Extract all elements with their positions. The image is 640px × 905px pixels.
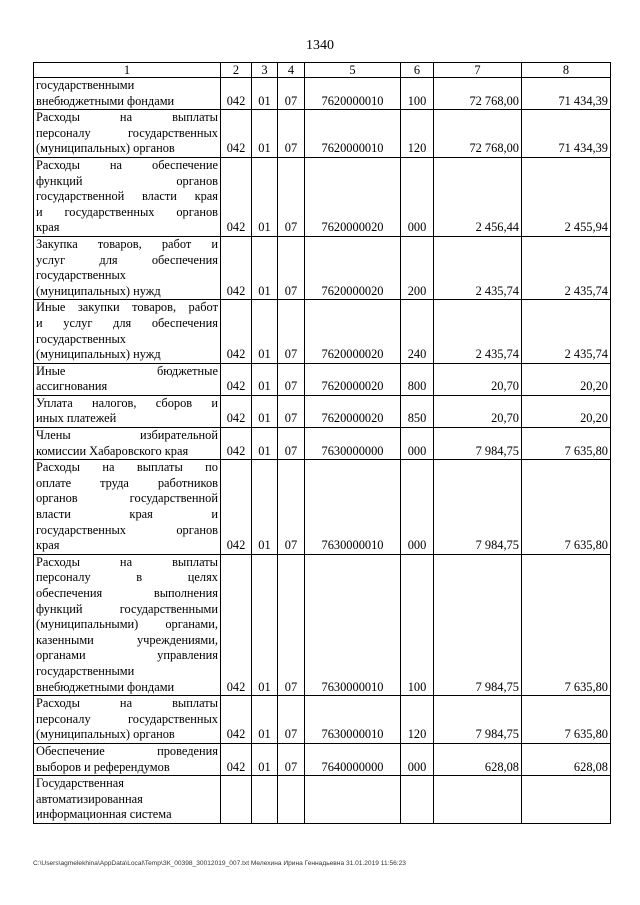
subsection-code <box>278 776 305 824</box>
table-row <box>34 363 611 395</box>
executed-amount <box>522 776 611 824</box>
row-name-line: Государственная <box>36 776 124 791</box>
row-name-line: функций государственными <box>36 601 218 616</box>
target-article-code: 7620000020 <box>305 157 401 236</box>
executed-amount: 7 635,80 <box>522 696 611 744</box>
section-code: 01 <box>252 78 278 110</box>
subsection-code: 07 <box>278 363 305 395</box>
expense-type-code: 000 <box>401 460 434 555</box>
row-name-line: функций органов <box>36 173 218 188</box>
target-article-code: 7630000010 <box>305 554 401 695</box>
row-name <box>34 157 221 236</box>
section-code: 01 <box>252 300 278 363</box>
row-name-line: государственными <box>36 78 135 92</box>
expense-type-code: 000 <box>401 428 434 460</box>
admin-code: 042 <box>221 460 252 555</box>
row-name-line: Уплата налогов, сборов и <box>36 395 218 410</box>
row-name-line: (муниципальных) нужд <box>36 347 161 362</box>
section-code: 01 <box>252 395 278 427</box>
section-code: 01 <box>252 554 278 695</box>
subsection-code: 07 <box>278 110 305 158</box>
executed-amount: 71 434,39 <box>522 110 611 158</box>
expense-type-code: 200 <box>401 236 434 299</box>
row-name <box>34 776 221 824</box>
subsection-code: 07 <box>278 696 305 744</box>
row-name-line: Иные закупки товаров, работ <box>36 300 218 315</box>
col-header-6: 6 <box>401 63 434 78</box>
target-article-code: 7620000020 <box>305 236 401 299</box>
row-name-line: Обеспечение проведения <box>36 743 218 758</box>
expense-type-code: 850 <box>401 395 434 427</box>
row-name-line: услуг для обеспечения <box>36 252 218 267</box>
header-row <box>34 63 611 78</box>
executed-amount: 7 635,80 <box>522 460 611 555</box>
row-name-line: Закупка товаров, работ и <box>36 236 218 251</box>
executed-amount: 2 435,74 <box>522 236 611 299</box>
subsection-code: 07 <box>278 554 305 695</box>
row-name-line: выборов и референдумов <box>36 759 170 774</box>
row-name-line: иных платежей <box>36 411 117 426</box>
expense-type-code: 000 <box>401 157 434 236</box>
row-name-line: персоналу государственных <box>36 711 218 726</box>
section-code: 01 <box>252 696 278 744</box>
budget-table <box>33 62 611 824</box>
row-name-line: края <box>36 220 60 235</box>
table-row <box>34 157 611 236</box>
expense-type-code: 100 <box>401 78 434 110</box>
subsection-code: 07 <box>278 236 305 299</box>
row-name-line: государственных органов <box>36 522 218 537</box>
target-article-code: 7620000020 <box>305 363 401 395</box>
col-header-8: 8 <box>522 63 611 78</box>
row-name-line: оплате труда работников <box>36 475 218 490</box>
row-name <box>34 554 221 695</box>
planned-amount <box>434 776 522 824</box>
col-header-3: 3 <box>252 63 278 78</box>
row-name-line: (муниципальными) органами, <box>36 617 218 632</box>
section-code: 01 <box>252 460 278 555</box>
row-name <box>34 460 221 555</box>
expense-type-code: 800 <box>401 363 434 395</box>
row-name-line: органами управления <box>36 648 218 663</box>
row-name-line: (муниципальных) нужд <box>36 283 161 298</box>
table-row <box>34 776 611 824</box>
admin-code: 042 <box>221 428 252 460</box>
table-row <box>34 78 611 110</box>
expense-type-code <box>401 776 434 824</box>
row-name-line: Расходы на обеспечение <box>36 157 218 172</box>
row-name-line: комиссии Хабаровского края <box>36 443 189 458</box>
executed-amount: 20,20 <box>522 363 611 395</box>
row-name-line: государственных <box>36 268 127 283</box>
expense-type-code: 000 <box>401 743 434 775</box>
subsection-code: 07 <box>278 300 305 363</box>
row-name <box>34 696 221 744</box>
col-header-2: 2 <box>221 63 252 78</box>
target-article-code: 7620000020 <box>305 300 401 363</box>
col-header-1: 1 <box>34 63 221 78</box>
executed-amount: 7 635,80 <box>522 554 611 695</box>
row-name <box>34 110 221 158</box>
table-row <box>34 460 611 555</box>
admin-code: 042 <box>221 554 252 695</box>
row-name-line: Члены избирательной <box>36 428 218 443</box>
section-code: 01 <box>252 157 278 236</box>
row-name-line: органов государственной <box>36 491 218 506</box>
row-name <box>34 78 221 110</box>
target-article-code: 7630000010 <box>305 460 401 555</box>
row-name-line: персоналу государственных <box>36 125 218 140</box>
row-name <box>34 743 221 775</box>
subsection-code: 07 <box>278 395 305 427</box>
row-name-line: государственными <box>36 663 135 678</box>
row-name-line: государственной власти края <box>36 189 218 204</box>
subsection-code: 07 <box>278 743 305 775</box>
planned-amount: 7 984,75 <box>434 696 522 744</box>
row-name <box>34 236 221 299</box>
section-code: 01 <box>252 236 278 299</box>
target-article-code: 7630000000 <box>305 428 401 460</box>
admin-code: 042 <box>221 78 252 110</box>
row-name <box>34 395 221 427</box>
row-name-line: внебюджетными фондами <box>36 93 175 108</box>
expense-type-code: 240 <box>401 300 434 363</box>
row-name-line: информационная система <box>36 807 172 822</box>
executed-amount: 628,08 <box>522 743 611 775</box>
table-row <box>34 554 611 695</box>
admin-code: 042 <box>221 696 252 744</box>
section-code: 01 <box>252 363 278 395</box>
admin-code: 042 <box>221 110 252 158</box>
table-row <box>34 236 611 299</box>
col-header-7: 7 <box>434 63 522 78</box>
row-name-line: Расходы на выплаты <box>36 554 218 569</box>
expense-type-code: 120 <box>401 110 434 158</box>
planned-amount: 7 984,75 <box>434 554 522 695</box>
section-code: 01 <box>252 428 278 460</box>
row-name-line: казенными учреждениями, <box>36 632 218 647</box>
row-name <box>34 363 221 395</box>
row-name-line: государственных <box>36 331 127 346</box>
row-name-line: Расходы на выплаты <box>36 696 218 711</box>
executed-amount: 2 435,74 <box>522 300 611 363</box>
planned-amount: 20,70 <box>434 363 522 395</box>
target-article-code: 7620000010 <box>305 110 401 158</box>
target-article-code: 7630000010 <box>305 696 401 744</box>
row-name-line: ассигнования <box>36 379 108 394</box>
row-name-line: края <box>36 538 60 553</box>
section-code <box>252 776 278 824</box>
target-article-code: 7620000010 <box>305 78 401 110</box>
table-row <box>34 110 611 158</box>
table-row <box>34 300 611 363</box>
table-row <box>34 743 611 775</box>
admin-code: 042 <box>221 395 252 427</box>
section-code: 01 <box>252 110 278 158</box>
subsection-code: 07 <box>278 460 305 555</box>
executed-amount: 2 455,94 <box>522 157 611 236</box>
row-name-line: власти края и <box>36 507 218 522</box>
planned-amount: 20,70 <box>434 395 522 427</box>
target-article-code <box>305 776 401 824</box>
row-name-line: Иные бюджетные <box>36 363 218 378</box>
row-name-line: автоматизированная <box>36 791 143 806</box>
page-number: 1340 <box>306 38 334 53</box>
row-name-line: внебюджетными фондами <box>36 679 175 694</box>
admin-code: 042 <box>221 300 252 363</box>
col-header-4: 4 <box>278 63 305 78</box>
table-row <box>34 395 611 427</box>
planned-amount: 72 768,00 <box>434 78 522 110</box>
planned-amount: 7 984,75 <box>434 460 522 555</box>
planned-amount: 7 984,75 <box>434 428 522 460</box>
row-name-line: (муниципальных) органов <box>36 727 175 742</box>
admin-code: 042 <box>221 743 252 775</box>
row-name-line: обеспечения выполнения <box>36 586 218 600</box>
expense-type-code: 100 <box>401 554 434 695</box>
table-row <box>34 696 611 744</box>
row-name <box>34 428 221 460</box>
planned-amount: 2 456,44 <box>434 157 522 236</box>
row-name-line: Расходы на выплаты <box>36 110 218 125</box>
section-code: 01 <box>252 743 278 775</box>
col-header-5: 5 <box>305 63 401 78</box>
row-name-line: и государственных органов <box>36 204 218 219</box>
executed-amount: 7 635,80 <box>522 428 611 460</box>
subsection-code: 07 <box>278 428 305 460</box>
target-article-code: 7640000000 <box>305 743 401 775</box>
executed-amount: 20,20 <box>522 395 611 427</box>
subsection-code: 07 <box>278 157 305 236</box>
executed-amount: 71 434,39 <box>522 78 611 110</box>
admin-code: 042 <box>221 363 252 395</box>
row-name-line: персоналу в целях <box>36 570 218 585</box>
row-name-line: и услуг для обеспечения <box>36 315 218 330</box>
target-article-code: 7620000020 <box>305 395 401 427</box>
planned-amount: 628,08 <box>434 743 522 775</box>
table-body <box>34 78 611 824</box>
row-name <box>34 300 221 363</box>
planned-amount: 72 768,00 <box>434 110 522 158</box>
file-path-footer: C:\Users\agmelekhina\AppData\Local\Temp\ЗК_00398_30012019_007.txt Мелехина Ирина Геннадьевна 31.01.2019 11:56:23 <box>33 860 406 867</box>
row-name-line: Расходы на выплаты по <box>36 460 218 475</box>
planned-amount: 2 435,74 <box>434 236 522 299</box>
row-name-line: (муниципальных) органов <box>36 141 175 156</box>
table-row <box>34 428 611 460</box>
subsection-code: 07 <box>278 78 305 110</box>
admin-code <box>221 776 252 824</box>
admin-code: 042 <box>221 157 252 236</box>
admin-code: 042 <box>221 236 252 299</box>
planned-amount: 2 435,74 <box>434 300 522 363</box>
expense-type-code: 120 <box>401 696 434 744</box>
